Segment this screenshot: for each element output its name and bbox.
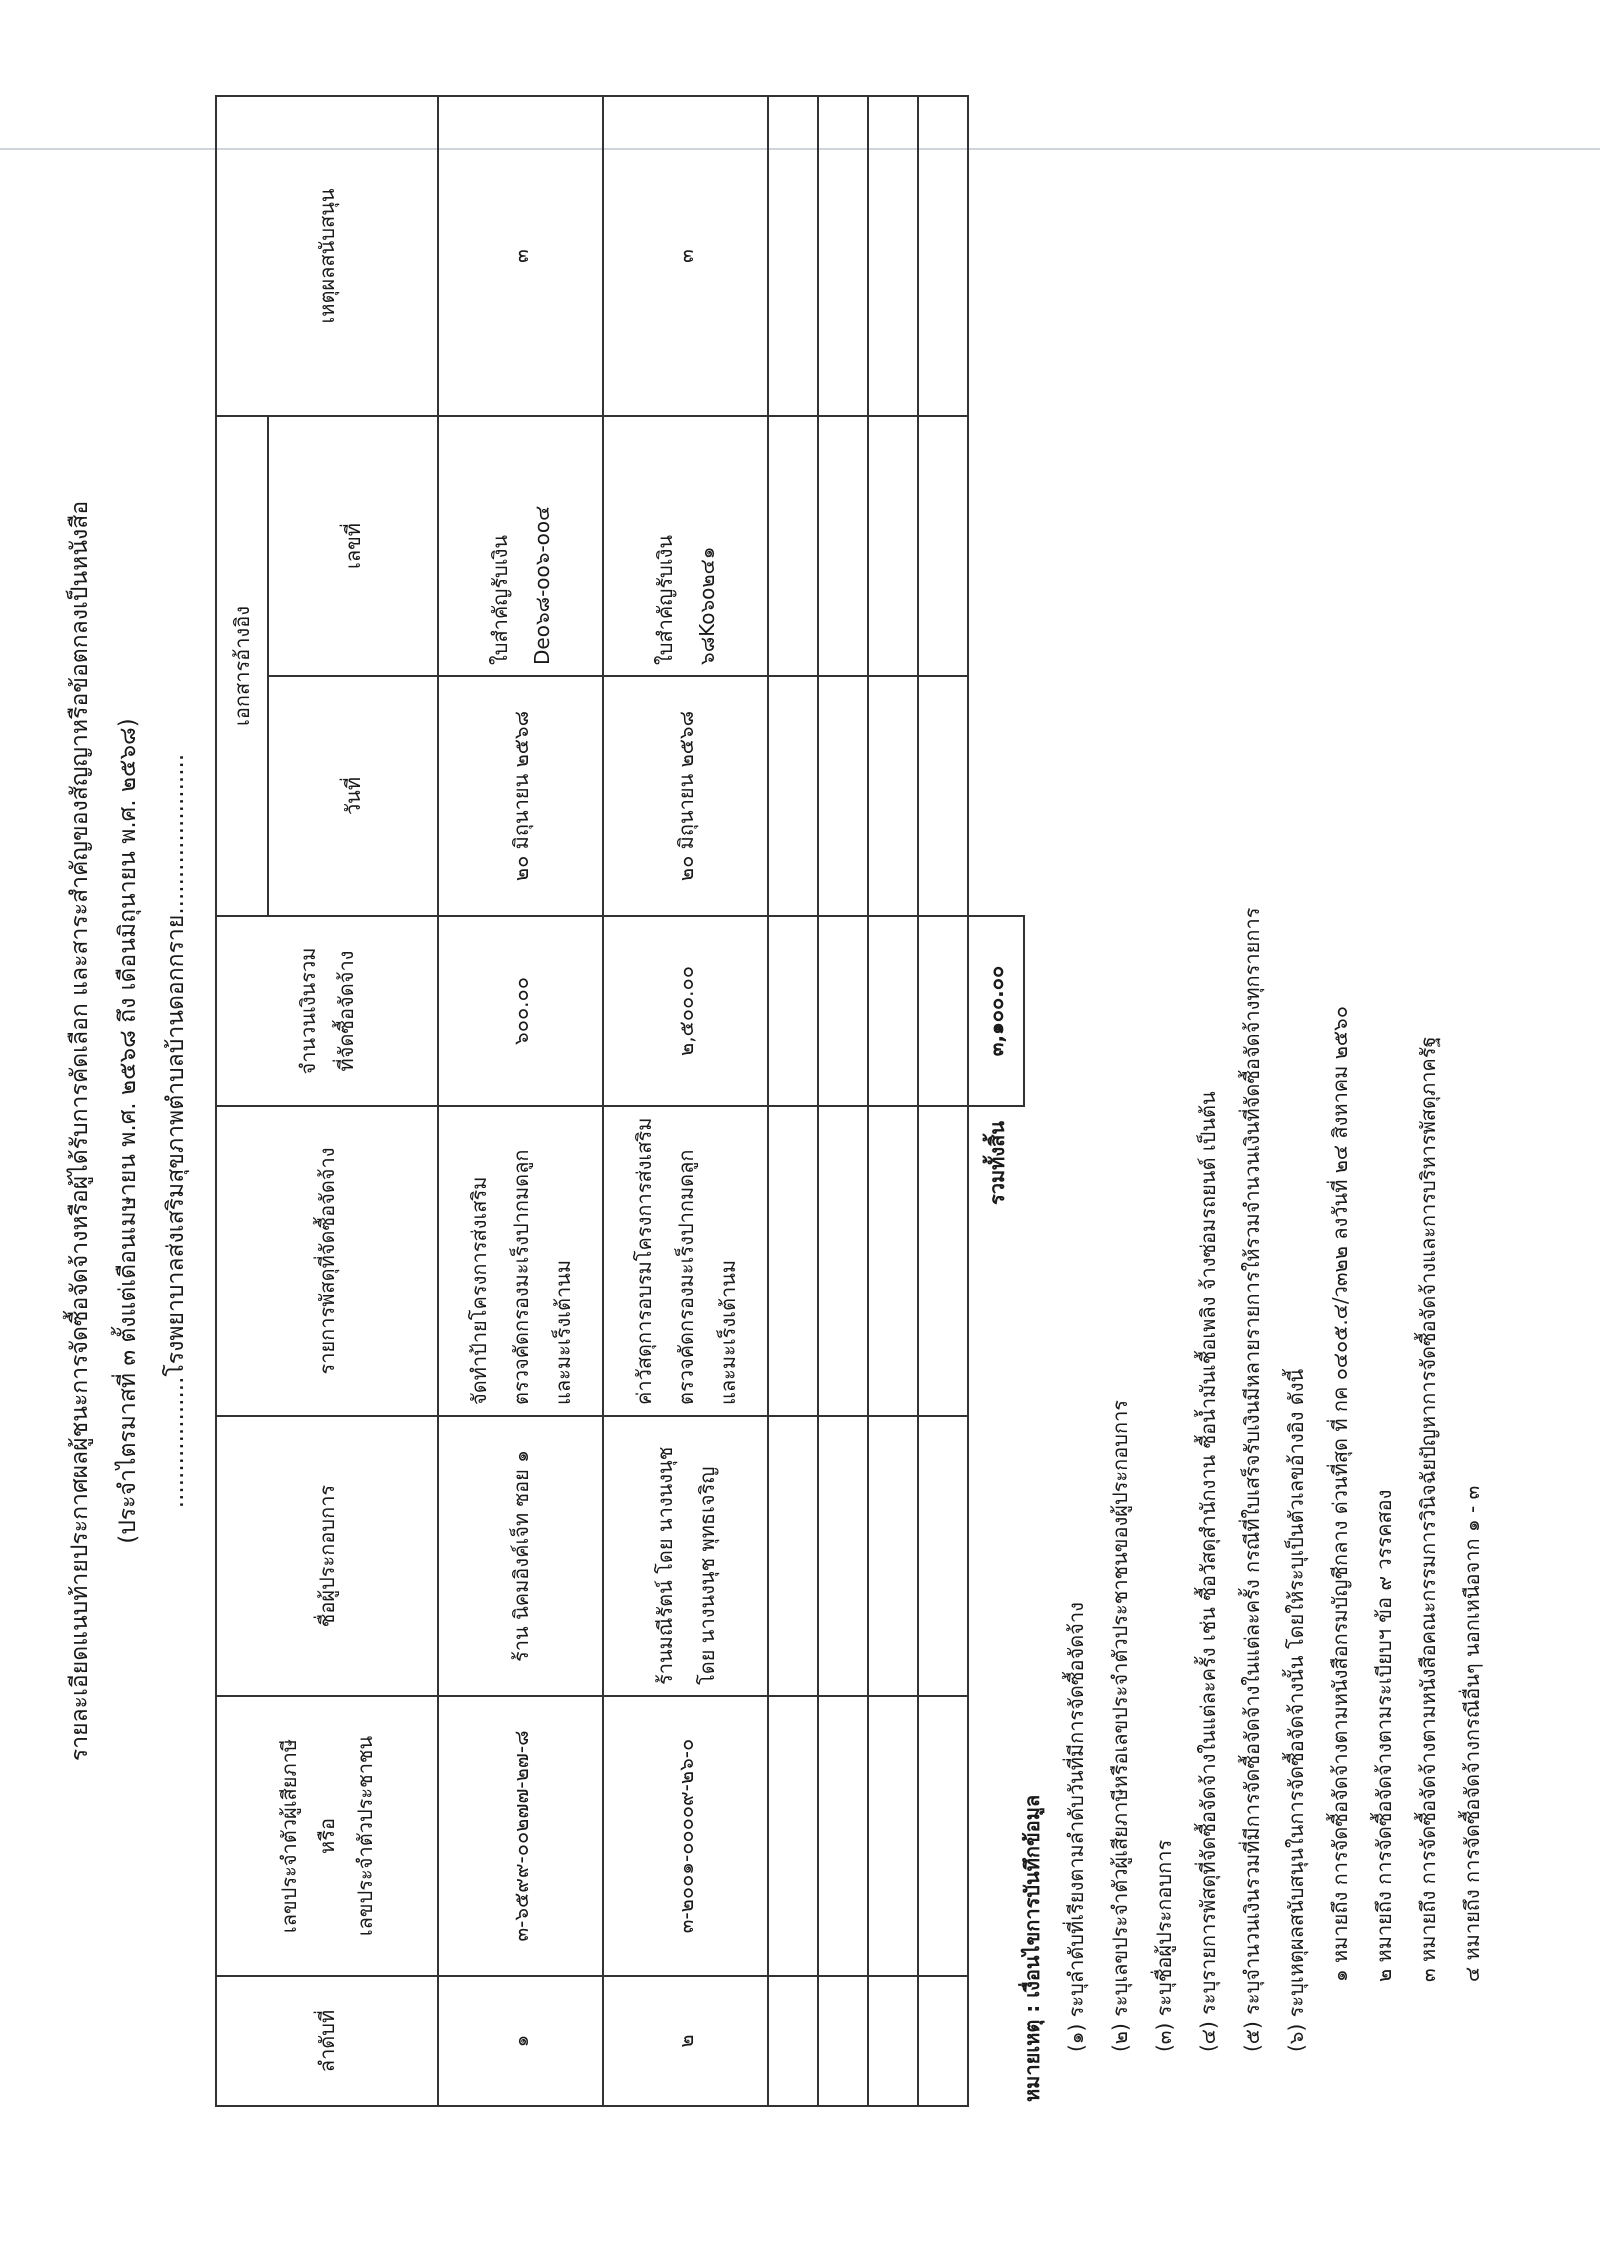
cell-no: ๒ [603, 1976, 768, 2106]
note-item: (๓) ระบุชื่อผู้ประกอบการ [1152, 1839, 1176, 2052]
reason-item: ๒ หมายถึง การจัดซื้อจัดจ้างตามระเบียบฯ ข้อ ๙ วรรคสอง [1372, 1489, 1396, 1982]
cell-reason: ๓ [603, 96, 768, 416]
table-header-row [216, 96, 268, 2106]
cell-reason: ๓ [438, 96, 603, 416]
table-row [438, 96, 603, 2106]
empty-row [918, 96, 968, 2106]
cell-taxid: ๓-๒๐๐๑-๐๐๐๐๙-๒๖-๐ [603, 1696, 768, 1976]
cell-items: ค่าวัสดุการอบรมโครงการส่งเสริม ตรวจคัดกรองมะเร็งปากมดลูก และมะเร็งเต้านม [603, 1106, 768, 1416]
note-item: (๔) ระบุรายการพัสดุที่จัดซื้อจัดจ้างในแต่ละครั้ง เช่น ซื้อวัสดุสำนักงาน ซื้อน้ำมันเชื้อเพลิง จ้างซ่อมรถยนต์ เป็นต้น [1196, 1091, 1220, 2052]
empty-row [768, 96, 818, 2106]
note-item: (๕) ระบุจำนวนเงินรวมที่มีการจัดซื้อจัดจ้างในแต่ละครั้ง กรณีที่ใบเสร็จรับเงินมีหลายรายการให้รวมจำนวนเงินที่จัดซื้อจัดจ้างทุกรายการ [1240, 907, 1264, 2052]
reason-item: ๓ หมายถึง การจัดซื้อจัดจ้างตามหนังสือคณะกรรมการวินิจฉัยปัญหาการจัดซื้อจัดจ้างและการบริหารพัสดุภาครัฐ [1416, 1036, 1440, 1982]
cell-doc-date: ๒๐ มิถุนายน ๒๕๖๘ [603, 676, 768, 916]
header-doc-no: เลขที่ [268, 416, 438, 676]
cell-amount: ๖๐๐.๐๐ [438, 916, 603, 1106]
note-item: (๒) ระบุเลขประจำตัวผู้เสียภาษีหรือเลขประจำตัวประชาชนของผู้ประกอบการ [1108, 1399, 1132, 2052]
empty-row [868, 96, 918, 2106]
cell-doc-no: ใบสำคัญรับเงิน Deo๖๘-oo๖-oo๔ [438, 416, 603, 676]
cell-no: ๑ [438, 1976, 603, 2106]
header-vendor: ชื่อผู้ประกอบการ [216, 1416, 438, 1696]
header-items: รายการพัสดุที่จัดซื้อจัดจ้าง [216, 1106, 438, 1416]
cell-vendor: ร้าน นิคมอิงค์เจ็ท ซอย ๑ [438, 1416, 603, 1696]
empty-row [818, 96, 868, 2106]
cell-taxid: ๓-๖๕๙๙-๐๐๒๗๗-๒๗-๘ [438, 1696, 603, 1976]
header-doc: เอกสารอ้างอิง [216, 416, 268, 916]
cell-doc-date: ๒๐ มิถุนายน ๒๕๖๘ [438, 676, 603, 916]
header-doc-date: วันที่ [268, 676, 438, 916]
cell-vendor: ร้านมณีรัตน์ โดย นางนงนุช โดย นางนงนุช พุทธเจริญ [603, 1416, 768, 1696]
header-reason: เหตุผลสนับสนุน [216, 96, 438, 416]
notes-title: หมายเหตุ : เงื่อนไขการบันทึกข้อมูล [1020, 1794, 1044, 2102]
cell-doc-no: ใบสำคัญรับเงิน ๖๘Ko๖o๒๔๑ [603, 416, 768, 676]
cell-items: จัดทำป้ายโครงการส่งเสริม ตรวจคัดกรองมะเร็งปากมดลูก และมะเร็งเต้านม [438, 1106, 603, 1416]
notes-section [1010, 102, 1494, 2102]
document-period: (ประจำไตรมาสที่ ๓ ตั้งแต่เดือนเมษายน พ.ศ. ๒๕๖๘ ถึง เดือนมิถุนายน พ.ศ. ๒๕๖๘) [115, 718, 141, 1544]
procurement-table [215, 95, 1025, 2107]
header-no: ลำดับที่ [216, 1976, 438, 2106]
note-item: (๑) ระบุลำดับที่เรียงตามลำดับวันที่มีการจัดซื้อจัดจ้าง [1064, 1602, 1088, 2052]
header-taxid: เลขประจำตัวผู้เสียภาษี หรือ เลขประจำตัวประชาชน [216, 1696, 438, 1976]
document-title: รายละเอียดแนบท้ายประกาศผลผู้ชนะการจัดซื้อจัดจ้างหรือผู้ได้รับการคัดเลือก และสาระสำคัญของสัญญาหรือข้อตกลงเป็นหนังสือ [67, 500, 93, 1762]
reason-item: ๔ หมายถึง การจัดซื้อจัดจ้างกรณีอื่นๆ นอกเหนือจาก ๑ - ๓ [1460, 1485, 1484, 1982]
note-item: (๖) ระบุเหตุผลสนับสนุนในการจัดซื้อจัดจ้างนั้น โดยให้ระบุเป็นตัวเลขอ้างอิง ดังนี้ [1284, 1368, 1308, 2052]
total-value: ๓,๑๐๐.๐๐ [968, 916, 1024, 1106]
reason-item: ๑ หมายถึง การจัดซื้อจัดจ้างตามหนังสือกรมบัญชีกลาง ด่วนที่สุด ที่ กค ๐๔๐๕.๔/ว๓๒๒ ลงวันที่ ๒๔ สิงหาคม ๒๕๖๐ [1328, 1006, 1352, 1982]
cell-amount: ๒,๕๐๐.๐๐ [603, 916, 768, 1106]
agency-name: ..................โรงพยาบาลส่งเสริมสุขภาพตำบลบ้านดอกกราย...................... [163, 753, 189, 1509]
total-label: รวมทั้งสิ้น [984, 1121, 1009, 1205]
header-amount: จำนวนเงินรวม ที่จัดซื้อจัดจ้าง [216, 916, 438, 1106]
table-row [603, 96, 768, 2106]
